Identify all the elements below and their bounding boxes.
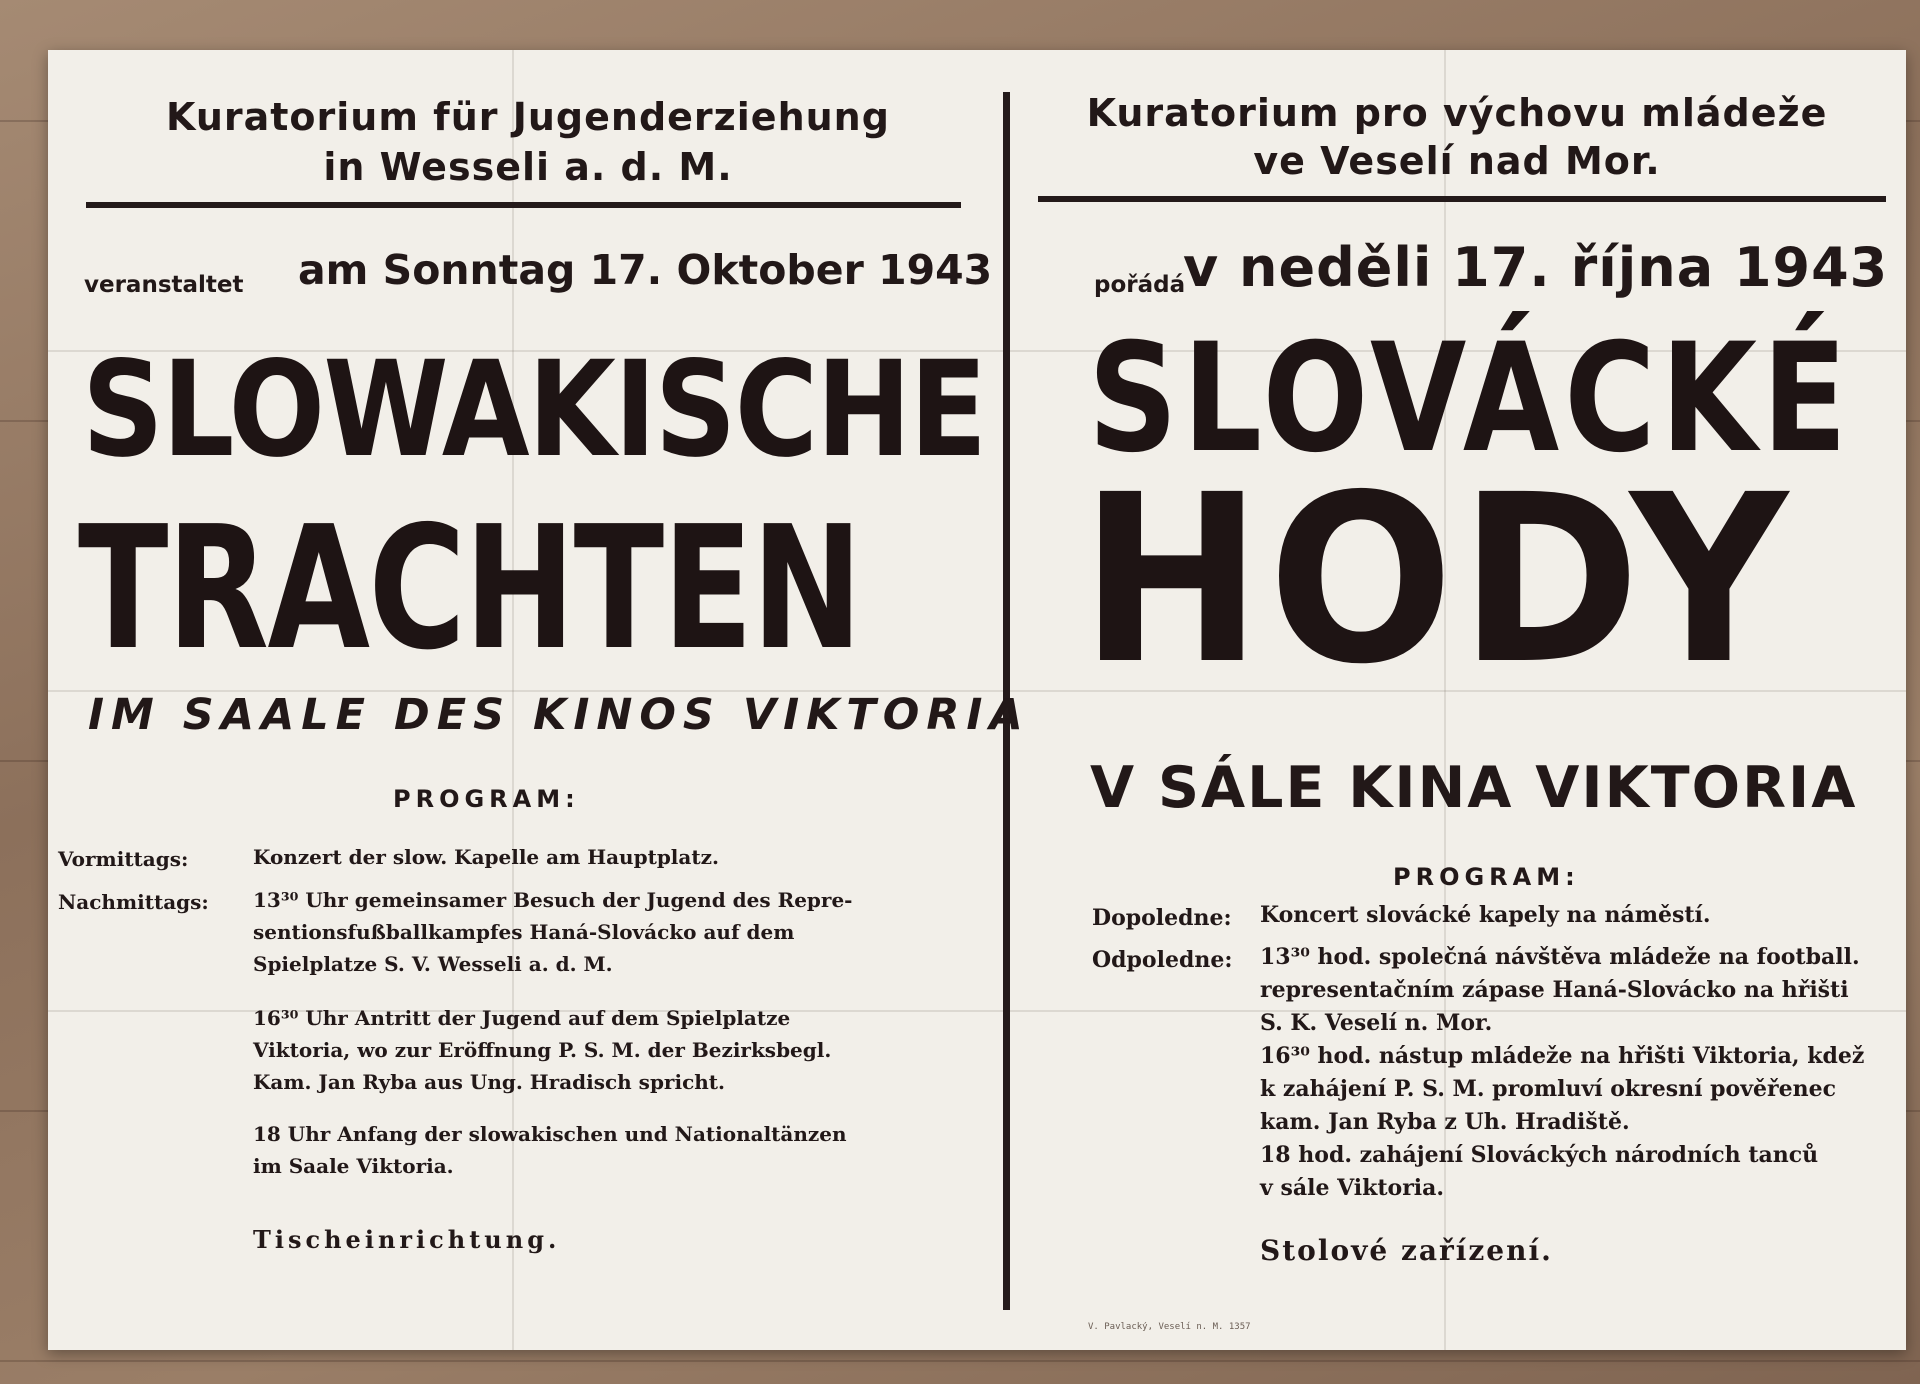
czech-header-line1: Kuratorium pro výchovu mládeže [1086,91,1828,135]
czech-program-heading: PROGRAM: [1393,863,1580,891]
czech-program-morning: Koncert slovácké kapely na náměstí. [1260,902,1711,928]
czech-program-label-morning: Dopoledne: [1092,905,1232,931]
german-date: am Sonntag 17. Oktober 1943 [298,246,993,294]
czech-lead: pořádá [1094,272,1186,298]
german-header-line2: in Wesseli a. d. M. [323,145,733,189]
czech-header-rule [1038,196,1886,202]
german-program-morning: Konzert der slow. Kapelle am Hauptplatz. [253,845,719,869]
czech-venue: V SÁLE KINA VIKTORIA [1090,755,1858,821]
german-title-line2: TRACHTEN [78,490,861,688]
czech-date: v neděli 17. října 1943 [1183,236,1889,299]
poster [48,50,1906,1350]
czech-title-line1: SLOVÁCKÉ [1088,312,1853,486]
german-lead: veranstaltet [84,272,244,298]
czech-title-line2: HODY [1080,445,1794,715]
czech-program-label-afternoon: Odpoledne: [1092,947,1233,973]
german-program-label-morning: Vormittags: [58,847,189,871]
german-header-line1: Kuratorium für Jugenderziehung [166,95,890,139]
german-program-heading: PROGRAM: [393,785,580,813]
czech-program-afternoon: 13³⁰ hod. společná návštěva mládeže na football. representačním zápase Haná-Slovácko na hřišti S. K. Veselí n. Mor. 16³⁰ hod. nástup mládeže na hřišti Viktoria, kdež k zahájení P. S. M. promluví okresní pověřenec kam. Jan Ryba z Uh. Hradiště. 18 hod. zahájení Slováckých národních tanců v sále Viktoria. [1260,944,1865,1201]
german-program-1630: 16³⁰ Uhr Antritt der Jugend auf dem Spielplatze Viktoria, wo zur Eröffnung P. S. M. der Bezirksbegl. Kam. Jan Ryba aus Ung. Hradisch spricht. [253,1006,832,1094]
german-program-18: 18 Uhr Anfang der slowakischen und Nationaltänzen im Saale Viktoria. [253,1122,847,1178]
german-column [48,50,1030,1350]
german-title-line1: SLOWAKISCHE [82,333,986,487]
printer-imprint: V. Pavlacký, Veselí n. M. 1357 [1088,1322,1251,1332]
german-program-label-afternoon: Nachmittags: [58,890,209,914]
german-program-afternoon: 13³⁰ Uhr gemeinsamer Besuch der Jugend des Repre- sentionsfußballkampfes Haná-Slovácko auf dem Spielplatze S. V. Wesseli a. d. M. [253,888,853,976]
german-venue: IM SAALE DES KINOS VIKTORIA [88,690,1030,740]
german-header-rule [86,202,961,208]
german-closing: Tischeinrichtung. [253,1225,561,1254]
czech-closing: Stolové zařízení. [1260,1234,1553,1267]
czech-header-line2: ve Veselí nad Mor. [1253,139,1661,183]
czech-column [1008,50,1906,1350]
